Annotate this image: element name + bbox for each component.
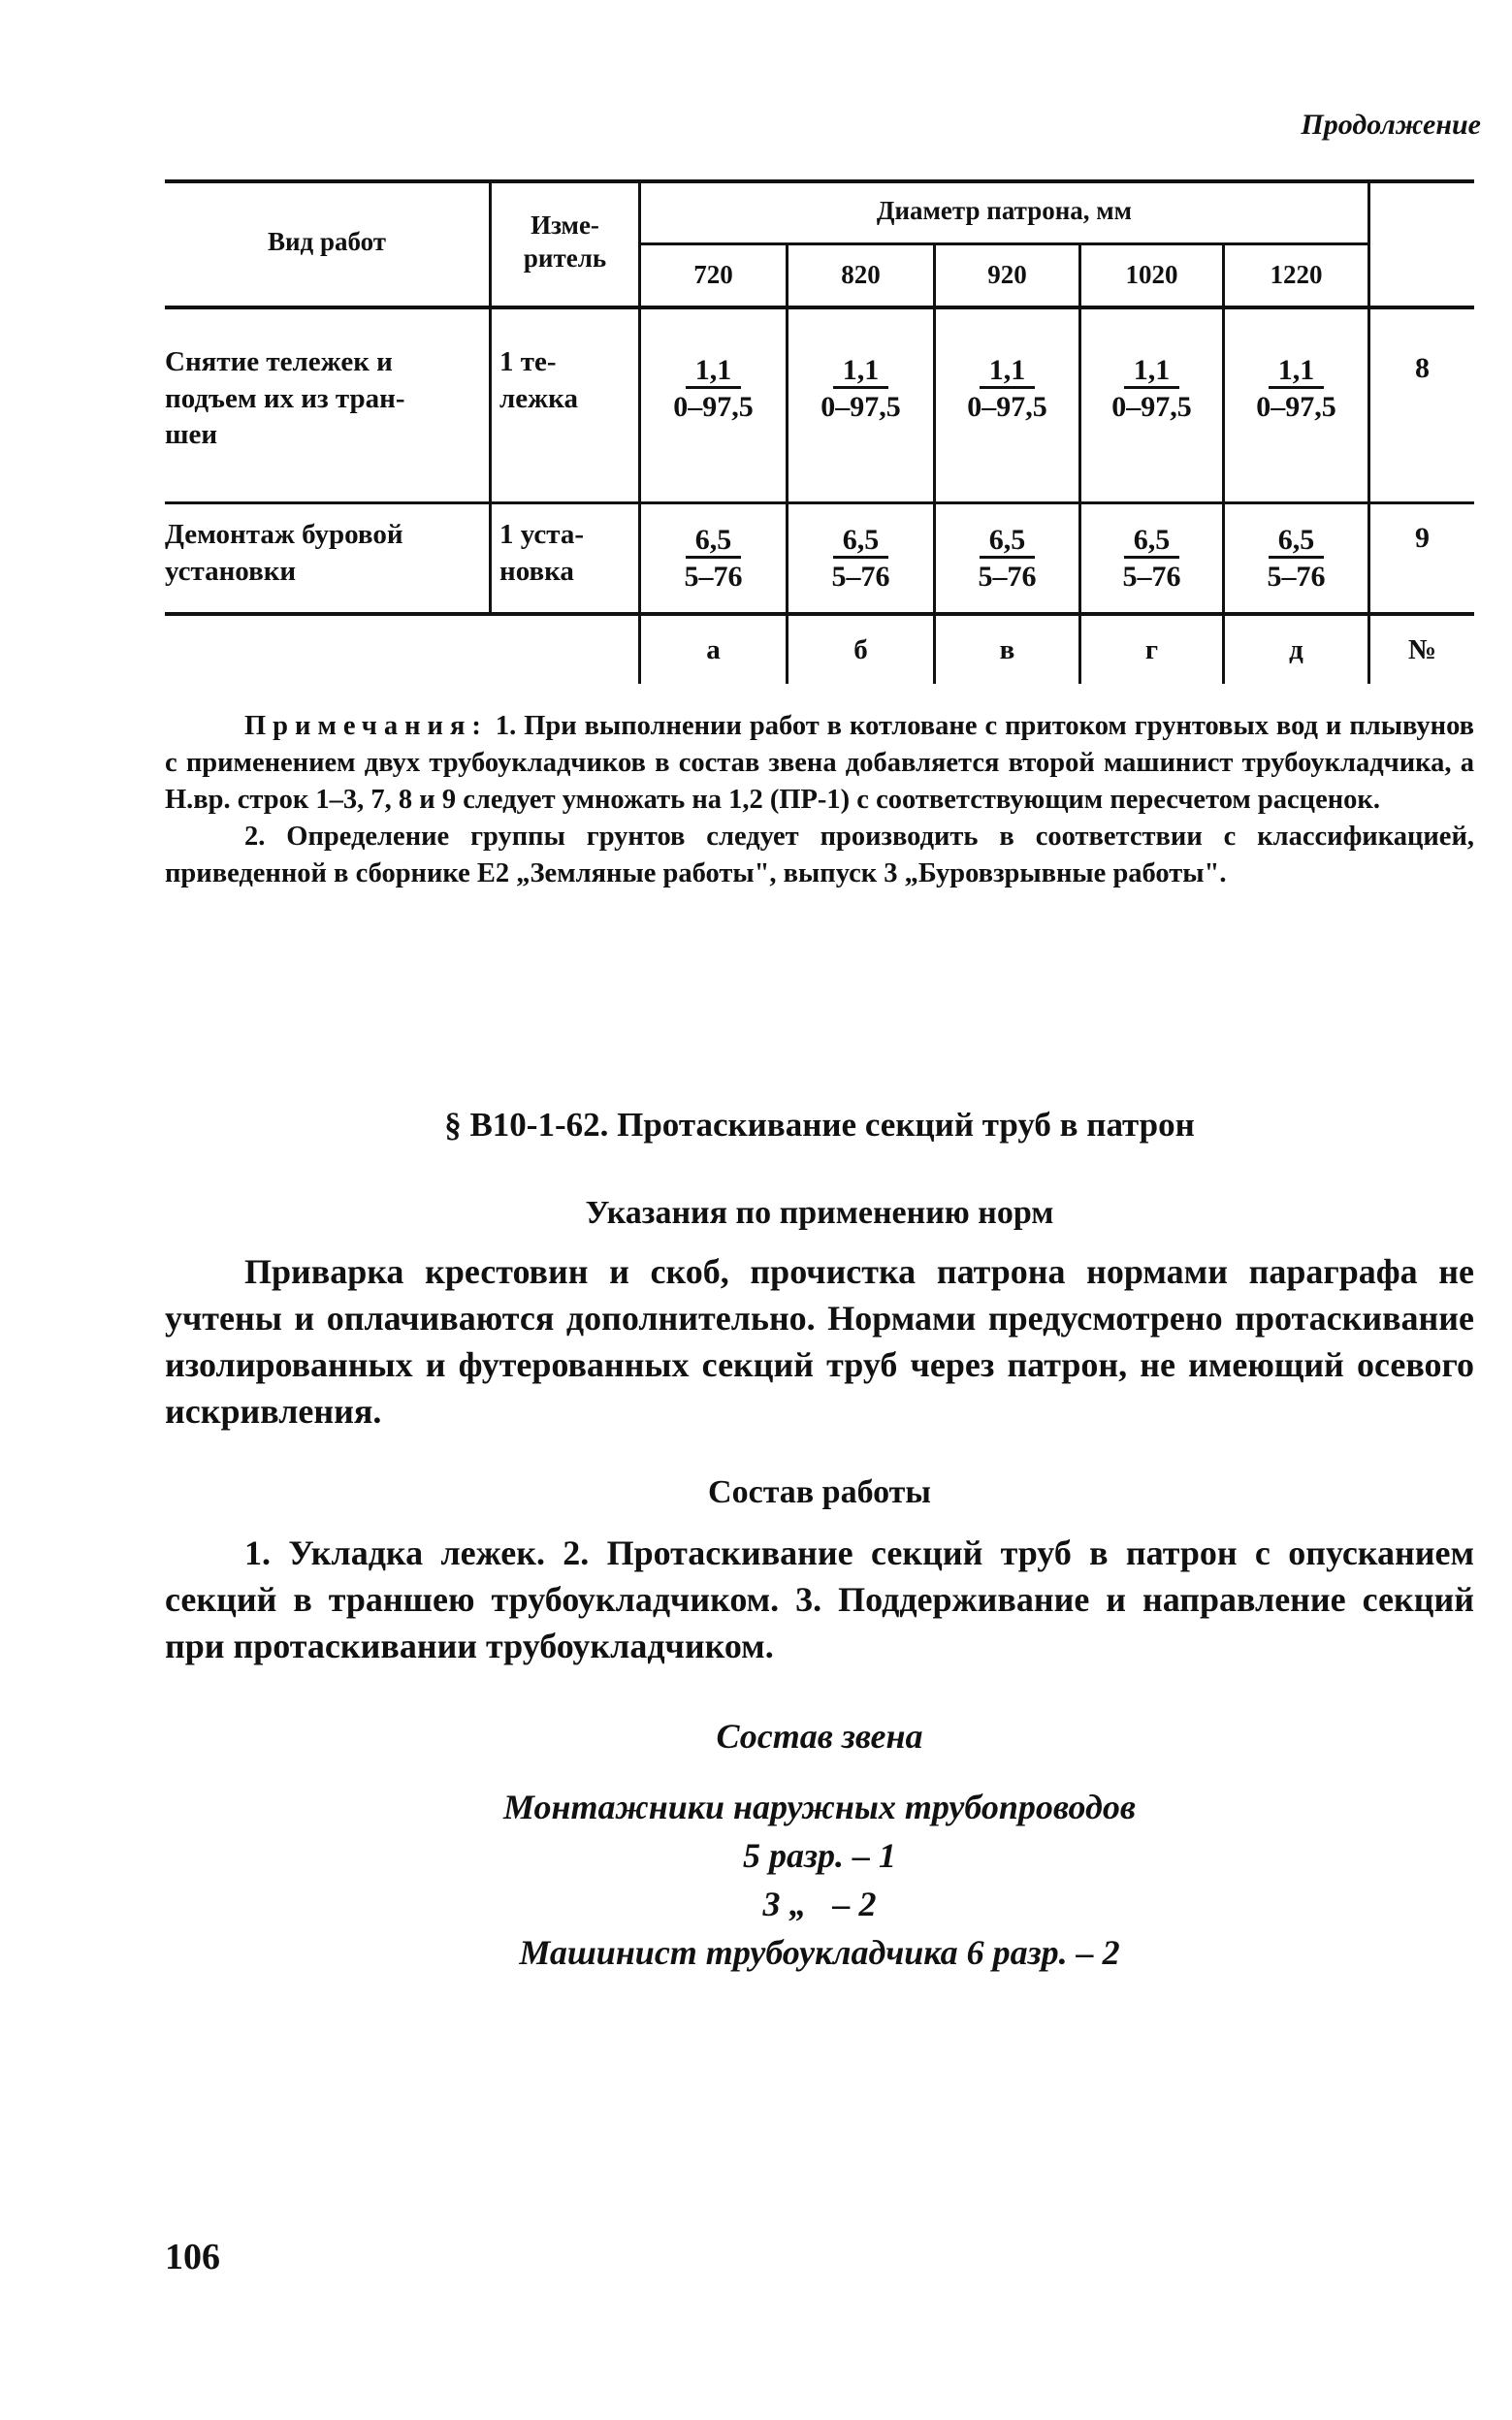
header-diameter-1220: 1220 bbox=[1270, 260, 1323, 290]
column-letter-b: б bbox=[853, 633, 868, 665]
header-unit: Изме- ритель bbox=[523, 210, 607, 273]
header-diameter-820: 820 bbox=[841, 260, 881, 290]
fraction-denominator: 0–97,5 bbox=[1111, 390, 1192, 423]
work-composition-heading: Состав работы bbox=[708, 1474, 931, 1510]
work-composition-block bbox=[165, 1531, 1474, 1670]
fraction-numerator: 6,5 bbox=[980, 524, 1036, 559]
row-1-cell-c bbox=[936, 349, 1078, 427]
row-1-cell-b bbox=[788, 349, 933, 427]
fraction-denominator: 5–76 bbox=[978, 560, 1037, 593]
row-1-cell-e bbox=[1225, 349, 1367, 427]
header-diameter-1020: 1020 bbox=[1125, 260, 1178, 290]
row-1-number: 8 bbox=[1415, 352, 1430, 384]
row-2-work: Демонтаж буровой установки bbox=[165, 519, 403, 587]
header-diameter: Диаметр патрона, мм bbox=[876, 195, 1133, 225]
column-letter-a: а bbox=[706, 633, 721, 665]
header-diameter-920: 920 bbox=[987, 260, 1027, 290]
crew-line-4: Машинист трубоукладчика 6 разр. – 2 bbox=[519, 1933, 1120, 1972]
fraction-numerator: 6,5 bbox=[686, 524, 742, 559]
row-2-number: 9 bbox=[1415, 522, 1430, 554]
row-1-unit: 1 те- лежка bbox=[499, 346, 578, 414]
crew-line-2: 5 разр. – 1 bbox=[742, 1836, 897, 1875]
fraction-numerator: 1,1 bbox=[1269, 354, 1325, 389]
row-2-unit: 1 уста- новка bbox=[499, 519, 584, 587]
fraction-denominator: 0–97,5 bbox=[673, 390, 754, 423]
note-2: 2. Определение группы грунтов следует производить в соответствии с классификацией, приведенной в сборнике Е2 „Земляные работы", выпуск 3 „Буровзрывные работы". bbox=[165, 821, 1474, 888]
row-2-cell-c bbox=[936, 519, 1078, 597]
fraction-numerator: 6,5 bbox=[1124, 524, 1180, 559]
row-2-cell-e bbox=[1225, 519, 1367, 597]
fraction-numerator: 6,5 bbox=[833, 524, 889, 559]
column-letter-e: д bbox=[1289, 633, 1303, 665]
fraction-numerator: 1,1 bbox=[686, 354, 742, 389]
fraction-numerator: 6,5 bbox=[1269, 524, 1325, 559]
section-title: § В10-1-62. Протаскивание секций труб в патрон bbox=[444, 1106, 1195, 1144]
fraction-denominator: 5–76 bbox=[1122, 560, 1181, 593]
fraction-denominator: 5–76 bbox=[684, 560, 743, 593]
row-2-cell-a bbox=[641, 519, 786, 597]
row-1-cell-d bbox=[1081, 349, 1222, 427]
note-1 bbox=[165, 708, 1474, 819]
continuation-label: Продолжение bbox=[1301, 109, 1481, 141]
fraction-numerator: 1,1 bbox=[833, 354, 889, 389]
guidance-heading: Указания по применению норм bbox=[585, 1195, 1054, 1231]
header-diameter-720: 720 bbox=[693, 260, 733, 290]
fraction-numerator: 1,1 bbox=[980, 354, 1036, 389]
guidance-text: Приварка крестовин и скоб, прочистка патрона нормами параграфа не учтены и оплачиваются дополнительно. Нормами предусмотрено протаскивание изолированных и футерованных секций труб через патрон, не имеющий осевого искривления. bbox=[165, 1252, 1474, 1431]
fraction-denominator: 0–97,5 bbox=[820, 390, 901, 423]
row-2-cell-b bbox=[788, 519, 933, 597]
column-letter-c: в bbox=[999, 633, 1015, 665]
notes-block bbox=[165, 708, 1474, 891]
column-number-label: № bbox=[1407, 633, 1437, 665]
fraction-denominator: 0–97,5 bbox=[1256, 390, 1336, 423]
fraction-denominator: 5–76 bbox=[1267, 560, 1326, 593]
notes-label: Примечания: bbox=[244, 711, 488, 741]
header-work-type: Вид работ bbox=[267, 227, 387, 257]
crew-line-3: 3 „ – 2 bbox=[762, 1885, 877, 1923]
norms-table bbox=[165, 179, 1474, 684]
row-1-cell-a bbox=[641, 349, 786, 427]
work-composition-text: 1. Укладка лежек. 2. Протаскивание секций труб в патрон с опусканием секций в траншею трубоукладчиком. 3. Поддерживание и направление секций при протаскивании трубоукладчиком. bbox=[165, 1533, 1474, 1665]
guidance-text-block bbox=[165, 1249, 1474, 1436]
row-1-work: Снятие тележек и подъем их из тран- шеи bbox=[165, 346, 405, 451]
crew-line-1: Монтажники наружных трубопроводов bbox=[503, 1788, 1136, 1826]
fraction-numerator: 1,1 bbox=[1124, 354, 1180, 389]
note-1-text: 1. При выполнении работ в котловане с притоком грунтовых вод и плывунов с применением двух трубоукладчиков в состав звена добавляется второй машинист трубоукладчика, а Н.вр. строк 1–3, 7, 8 и 9 следует умножать на 1,2 (ПР-1) с соответствующим пересчетом расценок. bbox=[165, 711, 1475, 815]
crew-heading: Состав звена bbox=[716, 1717, 923, 1756]
fraction-denominator: 5–76 bbox=[831, 560, 890, 593]
page-number: 106 bbox=[165, 2237, 220, 2277]
column-letter-d: г bbox=[1144, 633, 1159, 665]
row-2-cell-d bbox=[1081, 519, 1222, 597]
fraction-denominator: 0–97,5 bbox=[967, 390, 1047, 423]
